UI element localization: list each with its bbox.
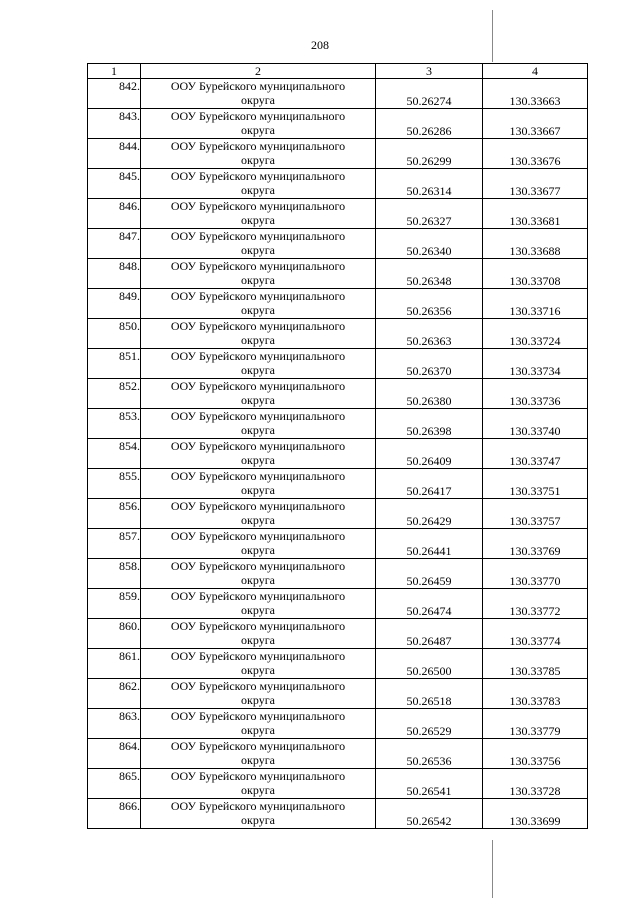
table-row	[88, 229, 588, 259]
object-name-cell	[141, 229, 376, 259]
row-number: 851.	[88, 349, 141, 379]
object-name-cell	[141, 439, 376, 469]
object-name-line-2: округа	[241, 273, 275, 287]
latitude-cell: 50.26299	[376, 139, 483, 169]
object-name-cell	[141, 259, 376, 289]
row-number: 863.	[88, 709, 141, 739]
header-col-4: 4	[483, 64, 588, 79]
latitude-cell: 50.26340	[376, 229, 483, 259]
object-name-cell	[141, 769, 376, 799]
table-row	[88, 199, 588, 229]
table-row	[88, 679, 588, 709]
object-name-line-1: ООУ Бурейского муниципального	[170, 319, 346, 333]
latitude-cell: 50.26314	[376, 169, 483, 199]
longitude-cell: 130.33736	[483, 379, 588, 409]
table-row	[88, 289, 588, 319]
object-name-line-1: ООУ Бурейского муниципального	[170, 469, 346, 483]
object-name-line-2: округа	[241, 423, 275, 437]
row-number: 856.	[88, 499, 141, 529]
table-row	[88, 259, 588, 289]
object-name-line-2: округа	[241, 633, 275, 647]
table-row	[88, 769, 588, 799]
object-name-cell	[141, 649, 376, 679]
object-name-line-2: округа	[241, 663, 275, 677]
row-number: 857.	[88, 529, 141, 559]
object-name-line-2: округа	[241, 603, 275, 617]
object-name-line-2: округа	[241, 93, 275, 107]
table-row	[88, 499, 588, 529]
object-name-line-2: округа	[241, 813, 275, 827]
latitude-cell: 50.26348	[376, 259, 483, 289]
table-row	[88, 739, 588, 769]
latitude-cell: 50.26380	[376, 379, 483, 409]
object-name-cell	[141, 289, 376, 319]
longitude-cell: 130.33676	[483, 139, 588, 169]
longitude-cell: 130.33740	[483, 409, 588, 439]
object-name-cell	[141, 109, 376, 139]
latitude-cell: 50.26500	[376, 649, 483, 679]
longitude-cell: 130.33667	[483, 109, 588, 139]
longitude-cell: 130.33769	[483, 529, 588, 559]
latitude-cell: 50.26487	[376, 619, 483, 649]
object-name-line-2: округа	[241, 183, 275, 197]
object-name-cell	[141, 79, 376, 109]
object-name-line-1: ООУ Бурейского муниципального	[170, 619, 346, 633]
latitude-cell: 50.26274	[376, 79, 483, 109]
object-name-line-2: округа	[241, 753, 275, 767]
object-name-line-1: ООУ Бурейского муниципального	[170, 529, 346, 543]
object-name-line-1: ООУ Бурейского муниципального	[170, 139, 346, 153]
table-row	[88, 559, 588, 589]
table-row	[88, 139, 588, 169]
latitude-cell: 50.26356	[376, 289, 483, 319]
object-name-line-1: ООУ Бурейского муниципального	[170, 379, 346, 393]
longitude-cell: 130.33770	[483, 559, 588, 589]
object-name-line-2: округа	[241, 723, 275, 737]
table-row	[88, 709, 588, 739]
longitude-cell: 130.33747	[483, 439, 588, 469]
table-row	[88, 349, 588, 379]
row-number: 847.	[88, 229, 141, 259]
object-name-cell	[141, 499, 376, 529]
object-name-line-1: ООУ Бурейского муниципального	[170, 799, 346, 813]
longitude-cell: 130.33756	[483, 739, 588, 769]
object-name-line-1: ООУ Бурейского муниципального	[170, 589, 346, 603]
object-name-line-1: ООУ Бурейского муниципального	[170, 349, 346, 363]
object-name-line-2: округа	[241, 363, 275, 377]
longitude-cell: 130.33663	[483, 79, 588, 109]
object-name-line-2: округа	[241, 153, 275, 167]
row-number: 853.	[88, 409, 141, 439]
row-number: 845.	[88, 169, 141, 199]
row-number: 854.	[88, 439, 141, 469]
object-name-line-2: округа	[241, 543, 275, 557]
row-number: 843.	[88, 109, 141, 139]
longitude-cell: 130.33785	[483, 649, 588, 679]
coordinates-table	[87, 63, 588, 829]
latitude-cell: 50.26529	[376, 709, 483, 739]
table-row	[88, 799, 588, 829]
table-row	[88, 319, 588, 349]
latitude-cell: 50.26518	[376, 679, 483, 709]
table-row	[88, 469, 588, 499]
longitude-cell: 130.33716	[483, 289, 588, 319]
object-name-line-2: округа	[241, 573, 275, 587]
longitude-cell: 130.33783	[483, 679, 588, 709]
longitude-cell: 130.33751	[483, 469, 588, 499]
header-col-2: 2	[141, 64, 376, 79]
object-name-cell	[141, 619, 376, 649]
header-col-3: 3	[376, 64, 483, 79]
table-row	[88, 619, 588, 649]
object-name-line-1: ООУ Бурейского муниципального	[170, 199, 346, 213]
latitude-cell: 50.26459	[376, 559, 483, 589]
longitude-cell: 130.33677	[483, 169, 588, 199]
object-name-cell	[141, 469, 376, 499]
object-name-line-1: ООУ Бурейского муниципального	[170, 229, 346, 243]
row-number: 844.	[88, 139, 141, 169]
object-name-line-1: ООУ Бурейского муниципального	[170, 499, 346, 513]
object-name-line-2: округа	[241, 333, 275, 347]
object-name-cell	[141, 709, 376, 739]
object-name-line-1: ООУ Бурейского муниципального	[170, 559, 346, 573]
object-name-cell	[141, 679, 376, 709]
object-name-cell	[141, 349, 376, 379]
row-number: 865.	[88, 769, 141, 799]
object-name-line-1: ООУ Бурейского муниципального	[170, 769, 346, 783]
header-col-1: 1	[88, 64, 141, 79]
object-name-line-1: ООУ Бурейского муниципального	[170, 409, 346, 423]
latitude-cell: 50.26429	[376, 499, 483, 529]
longitude-cell: 130.33688	[483, 229, 588, 259]
table-row	[88, 379, 588, 409]
longitude-cell: 130.33779	[483, 709, 588, 739]
row-number: 862.	[88, 679, 141, 709]
object-name-line-2: округа	[241, 123, 275, 137]
row-number: 852.	[88, 379, 141, 409]
table-row	[88, 529, 588, 559]
latitude-cell: 50.26409	[376, 439, 483, 469]
row-number: 855.	[88, 469, 141, 499]
longitude-cell: 130.33724	[483, 319, 588, 349]
object-name-line-2: округа	[241, 303, 275, 317]
object-name-line-1: ООУ Бурейского муниципального	[170, 109, 346, 123]
row-number: 842.	[88, 79, 141, 109]
object-name-line-2: округа	[241, 693, 275, 707]
object-name-line-1: ООУ Бурейского муниципального	[170, 79, 346, 93]
latitude-cell: 50.26363	[376, 319, 483, 349]
object-name-cell	[141, 589, 376, 619]
table-row	[88, 649, 588, 679]
row-number: 850.	[88, 319, 141, 349]
latitude-cell: 50.26417	[376, 469, 483, 499]
table-row	[88, 439, 588, 469]
object-name-cell	[141, 199, 376, 229]
object-name-line-2: округа	[241, 393, 275, 407]
table-row	[88, 169, 588, 199]
object-name-cell	[141, 799, 376, 829]
scan-artifact-line-bottom	[492, 840, 493, 898]
row-number: 846.	[88, 199, 141, 229]
object-name-line-1: ООУ Бурейского муниципального	[170, 739, 346, 753]
page-number: 208	[311, 38, 329, 52]
object-name-line-1: ООУ Бурейского муниципального	[170, 169, 346, 183]
row-number: 858.	[88, 559, 141, 589]
scan-artifact-line-top	[492, 10, 493, 62]
object-name-cell	[141, 169, 376, 199]
object-name-line-1: ООУ Бурейского муниципального	[170, 289, 346, 303]
latitude-cell: 50.26474	[376, 589, 483, 619]
row-number: 866.	[88, 799, 141, 829]
row-number: 859.	[88, 589, 141, 619]
object-name-line-2: округа	[241, 783, 275, 797]
row-number: 860.	[88, 619, 141, 649]
object-name-line-1: ООУ Бурейского муниципального	[170, 649, 346, 663]
table-row	[88, 589, 588, 619]
table-row	[88, 409, 588, 439]
longitude-cell: 130.33708	[483, 259, 588, 289]
latitude-cell: 50.26541	[376, 769, 483, 799]
object-name-line-1: ООУ Бурейского муниципального	[170, 259, 346, 273]
latitude-cell: 50.26536	[376, 739, 483, 769]
object-name-line-1: ООУ Бурейского муниципального	[170, 439, 346, 453]
object-name-cell	[141, 529, 376, 559]
longitude-cell: 130.33728	[483, 769, 588, 799]
table-body	[88, 79, 588, 829]
table-row	[88, 79, 588, 109]
object-name-line-1: ООУ Бурейского муниципального	[170, 709, 346, 723]
table-header-row	[88, 64, 588, 79]
longitude-cell: 130.33681	[483, 199, 588, 229]
longitude-cell: 130.33699	[483, 799, 588, 829]
object-name-cell	[141, 559, 376, 589]
longitude-cell: 130.33757	[483, 499, 588, 529]
object-name-cell	[141, 409, 376, 439]
object-name-cell	[141, 739, 376, 769]
longitude-cell: 130.33774	[483, 619, 588, 649]
longitude-cell: 130.33772	[483, 589, 588, 619]
longitude-cell: 130.33734	[483, 349, 588, 379]
object-name-line-2: округа	[241, 483, 275, 497]
row-number: 861.	[88, 649, 141, 679]
latitude-cell: 50.26286	[376, 109, 483, 139]
object-name-line-2: округа	[241, 243, 275, 257]
latitude-cell: 50.26441	[376, 529, 483, 559]
latitude-cell: 50.26542	[376, 799, 483, 829]
object-name-cell	[141, 139, 376, 169]
object-name-cell	[141, 379, 376, 409]
row-number: 849.	[88, 289, 141, 319]
table-row	[88, 109, 588, 139]
object-name-line-1: ООУ Бурейского муниципального	[170, 679, 346, 693]
row-number: 848.	[88, 259, 141, 289]
latitude-cell: 50.26398	[376, 409, 483, 439]
object-name-line-2: округа	[241, 213, 275, 227]
object-name-line-2: округа	[241, 513, 275, 527]
latitude-cell: 50.26327	[376, 199, 483, 229]
object-name-cell	[141, 319, 376, 349]
object-name-line-2: округа	[241, 453, 275, 467]
latitude-cell: 50.26370	[376, 349, 483, 379]
row-number: 864.	[88, 739, 141, 769]
